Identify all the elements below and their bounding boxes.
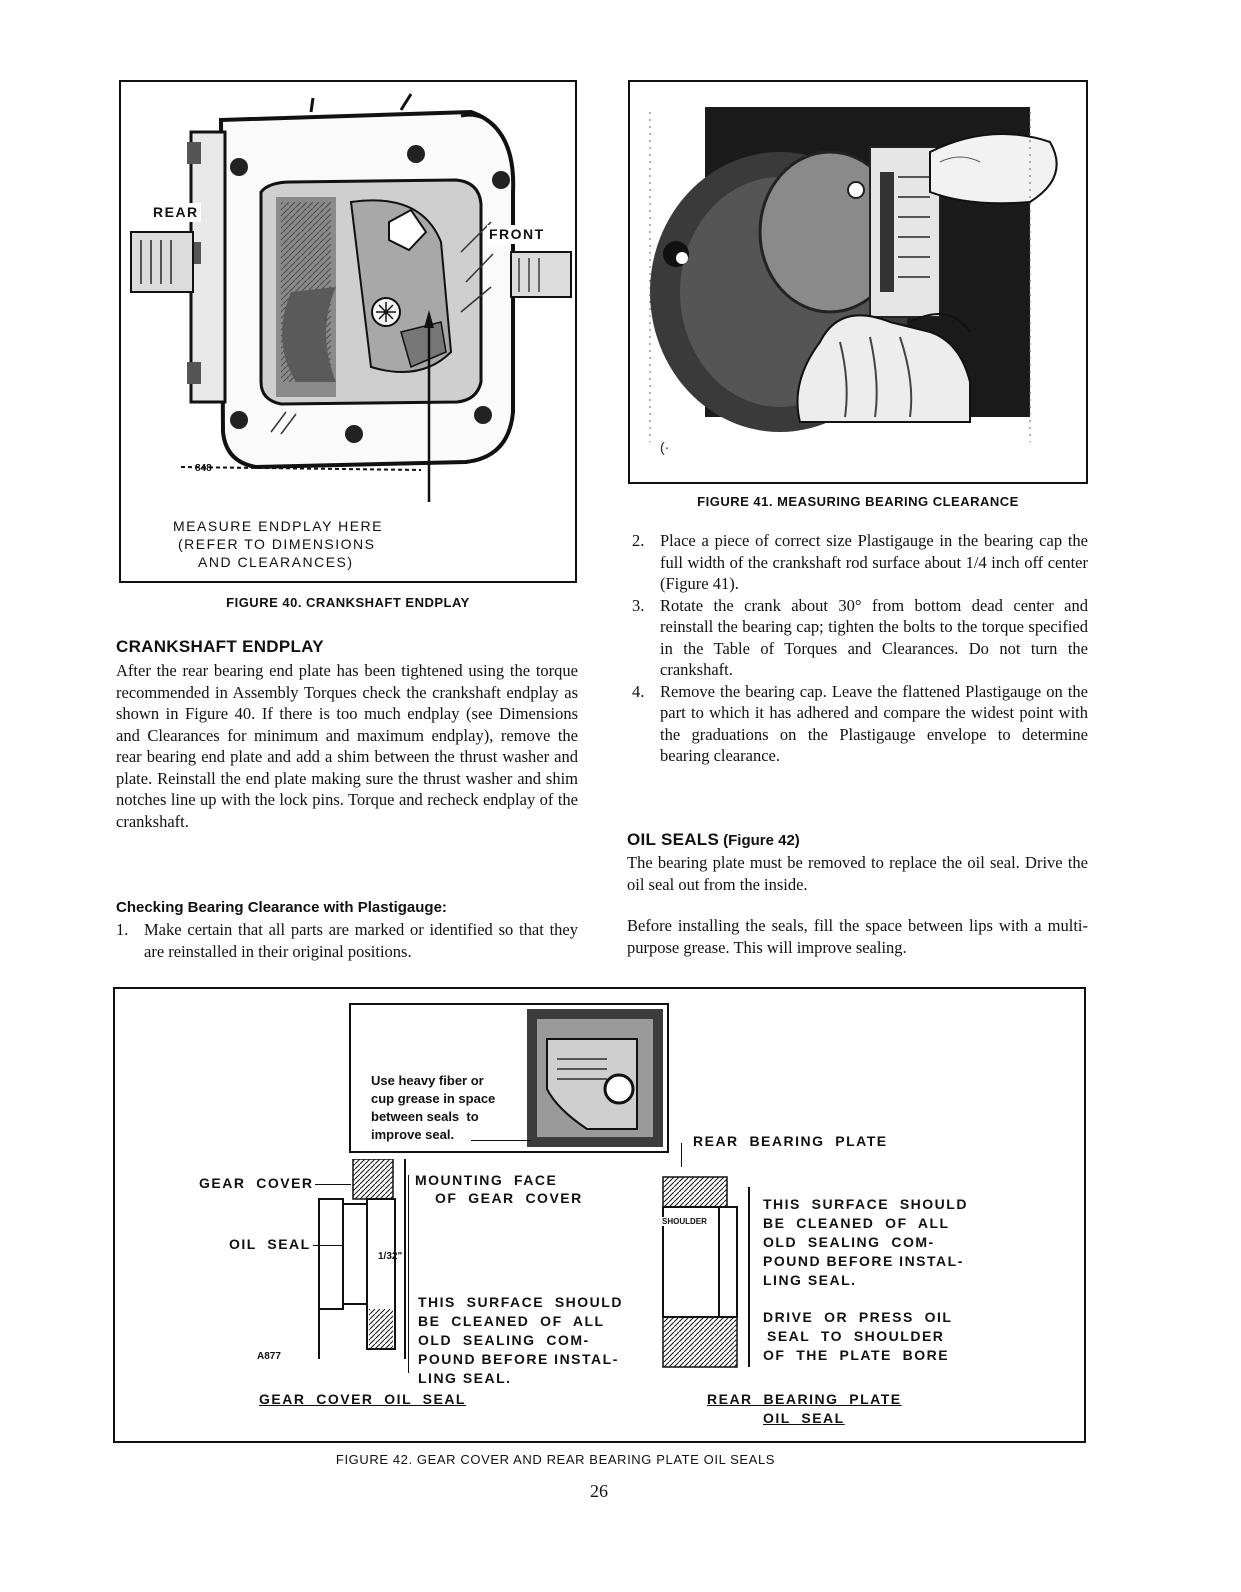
right-surface-note-2: BE CLEANED OF ALL — [763, 1215, 950, 1231]
bearing-step-4 — [632, 681, 1088, 767]
mounting-face-label-2: OF GEAR COVER — [435, 1190, 583, 1206]
bearing-step-3 — [632, 595, 1088, 681]
inset-note-line-2: cup grease in space — [371, 1091, 496, 1106]
oil-seals-figure-ref: (Figure 42) — [723, 832, 800, 849]
rear-bearing-plate-oil-seal-drawing — [659, 1167, 769, 1377]
part-code-848: 848 — [195, 463, 212, 474]
shoulder-label: SHOULDER — [662, 1217, 707, 1226]
dimension-label: 1/32" — [378, 1251, 403, 1262]
inset-leader-line — [471, 1140, 531, 1141]
bearing-step-2 — [632, 530, 1088, 595]
rear-bearing-plate-oil-seal-title-1: REAR BEARING PLATE — [707, 1391, 902, 1407]
step-text: Rotate the crank about 30° from bottom dead center and reinstall the bearing cap; tighten the bolts to the torque specified in the Table of Torques and Clearances. Do not turn the crankshaft. — [660, 595, 1088, 679]
gear-cover-label: GEAR COVER — [199, 1175, 314, 1191]
grease-inset-box — [349, 1003, 669, 1153]
svg-text:(·: (· — [660, 439, 670, 455]
crankshaft-endplay-heading: CRANKSHAFT ENDPLAY — [116, 637, 324, 656]
step-number: 2. — [632, 531, 645, 550]
mounting-face-leader — [408, 1175, 409, 1373]
oil-seals-paragraph-2: Before installing the seals, fill the space between lips with a multi-purpose grease. This will improve sealing. — [627, 916, 1088, 957]
part-code-a877: A877 — [257, 1351, 281, 1362]
oil-seals-heading — [627, 830, 800, 850]
endplay-annotation-line-3: AND CLEARANCES) — [198, 554, 354, 570]
step-number: 3. — [632, 595, 645, 615]
figure-42-frame — [113, 987, 1086, 1443]
seal-cross-section-inset — [527, 1009, 663, 1147]
step-text: Make certain that all parts are marked or identified so that they are reinstalled in their original positions. — [144, 920, 578, 961]
oil-seal-label: OIL SEAL — [229, 1236, 311, 1252]
crankshaft-endplay-illustration — [121, 82, 575, 502]
inset-note-line-3: between seals to — [371, 1109, 479, 1124]
page-number: 26 — [590, 1481, 608, 1501]
right-surface-note-3: OLD SEALING COM- — [763, 1234, 935, 1250]
left-surface-note-5: LING SEAL. — [418, 1370, 512, 1386]
mounting-face-label-1: MOUNTING FACE — [415, 1172, 558, 1188]
left-surface-note-1: THIS SURFACE SHOULD — [418, 1294, 623, 1310]
rear-bearing-plate-oil-seal-title-2: OIL SEAL — [763, 1410, 845, 1426]
oil-seals-paragraph-1: The bearing plate must be removed to replace the oil seal. Drive the oil seal out from the inside. — [627, 853, 1088, 894]
oil-seal-leader — [313, 1245, 343, 1246]
inset-note-line-1: Use heavy fiber or — [371, 1073, 484, 1088]
figure-41-caption: FIGURE 41. MEASURING BEARING CLEARANCE — [697, 494, 1019, 509]
drive-note-3: OF THE PLATE BORE — [763, 1347, 950, 1363]
left-surface-note-2: BE CLEANED OF ALL — [418, 1313, 605, 1329]
rear-bearing-plate-arrow — [681, 1143, 682, 1167]
figure-40-caption: FIGURE 40. CRANKSHAFT ENDPLAY — [226, 595, 470, 610]
plastigauge-measurement-photo — [630, 82, 1086, 482]
inset-note-line-4: improve seal. — [371, 1127, 455, 1142]
crankshaft-endplay-body: After the rear bearing end plate has been tightened using the torque recommended in Assembly Torques check the crankshaft endplay as shown in Figure 40. If there is too much endplay (see Dimensions and Clearances for minimum and maximum endplay), remove the rear bearing end plate and add a shim between the thrust washer and plate. Reinstall the end plate making sure the thrust washer and shim notches line up with the lock pins. Torque and recheck endplay of the crankshaft. — [116, 661, 578, 831]
rear-bearing-plate-label: REAR BEARING PLATE — [693, 1133, 888, 1149]
drive-note-2: SEAL TO SHOULDER — [767, 1328, 945, 1344]
gear-cover-oil-seal-title: GEAR COVER OIL SEAL — [259, 1391, 466, 1407]
step-number: 4. — [632, 681, 645, 701]
bearing-clearance-heading: Checking Bearing Clearance with Plastigauge: — [116, 899, 447, 916]
bearing-steps-left — [116, 919, 578, 962]
endplay-annotation-line-2: (REFER TO DIMENSIONS — [178, 536, 376, 552]
front-label: FRONT — [489, 226, 545, 242]
endplay-annotation-line-1: MEASURE ENDPLAY HERE — [173, 518, 383, 534]
drive-note-1: DRIVE OR PRESS OIL — [763, 1309, 953, 1325]
right-surface-note-5: LING SEAL. — [763, 1272, 857, 1288]
bearing-step-1 — [116, 919, 578, 962]
figure-41-frame — [628, 80, 1088, 484]
left-surface-note-3: OLD SEALING COM- — [418, 1332, 590, 1348]
right-surface-note-1: THIS SURFACE SHOULD — [763, 1196, 968, 1212]
oil-seals-title: OIL SEALS — [627, 830, 720, 849]
figure-42-caption: FIGURE 42. GEAR COVER AND REAR BEARING PLATE OIL SEALS — [335, 1452, 776, 1467]
left-surface-note-4: POUND BEFORE INSTAL- — [418, 1351, 619, 1367]
gear-cover-leader — [315, 1184, 351, 1185]
step-text: Remove the bearing cap. Leave the flattened Plastigauge on the part to which it has adhered and compare the widest point with the graduations on the Plastigauge envelope to determine bearing clearance. — [660, 681, 1088, 765]
figure-40-frame — [119, 80, 577, 583]
step-text: Place a piece of correct size Plastigauge in the bearing cap the full width of the crankshaft rod surface about 1/4 inch off center (Figure 41). — [660, 531, 1088, 593]
right-surface-note-4: POUND BEFORE INSTAL- — [763, 1253, 964, 1269]
bearing-steps-right — [632, 530, 1088, 767]
rear-label: REAR — [153, 204, 199, 220]
step-number: 1. — [116, 920, 129, 939]
